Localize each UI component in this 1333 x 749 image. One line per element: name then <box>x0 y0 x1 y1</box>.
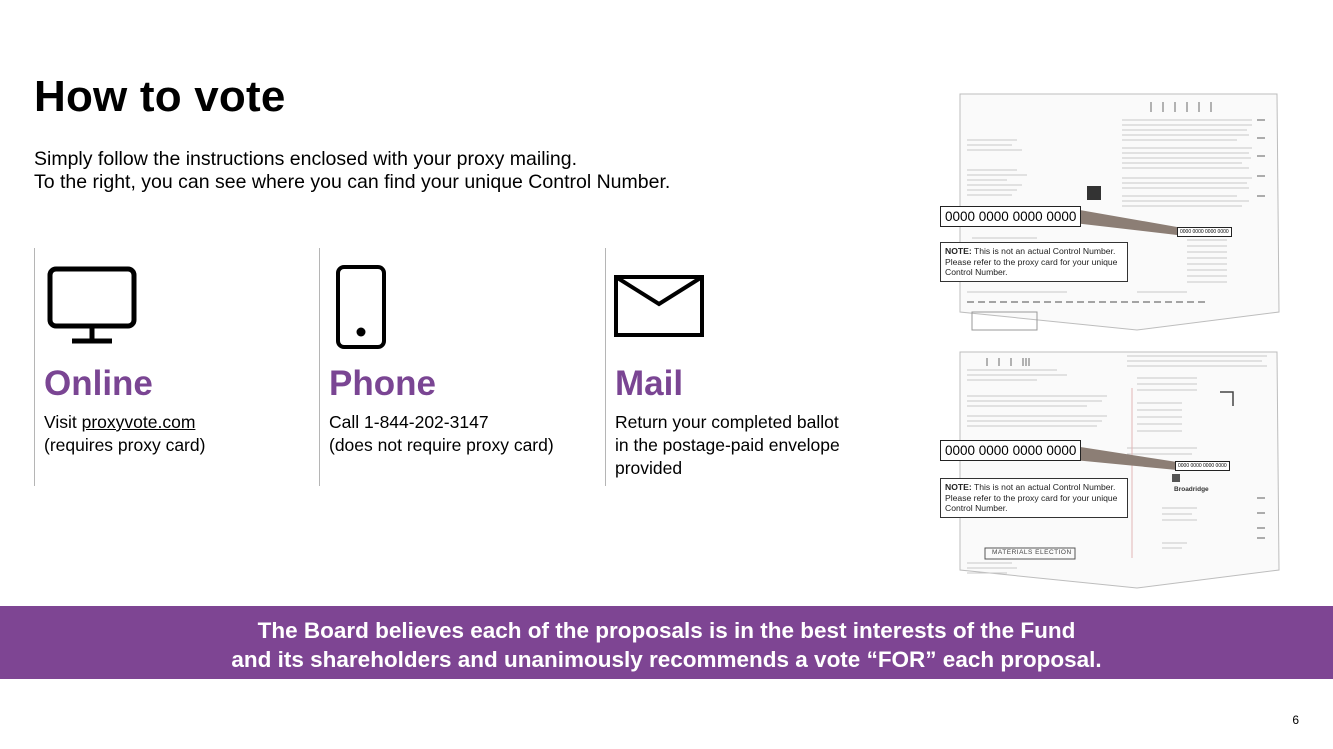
method-body-phone <box>329 411 554 457</box>
page-title: How to vote <box>34 72 286 121</box>
method-heading-online: Online <box>44 364 153 403</box>
control-number-small-top: 0000 0000 0000 0000 <box>1177 227 1232 237</box>
method-heading-phone: Phone <box>329 364 436 403</box>
method-heading-mail: Mail <box>615 364 684 403</box>
proxy-card-bottom <box>937 348 1282 593</box>
method-mail <box>605 248 876 486</box>
note-box-bottom <box>940 478 1128 518</box>
mail-line-1: Return your completed ballot <box>615 412 839 432</box>
control-number-small-bottom: 0000 0000 0000 0000 <box>1175 461 1230 471</box>
method-online <box>34 248 305 486</box>
intro-line-1: Simply follow the instructions enclosed with your proxy mailing. <box>34 148 577 170</box>
banner-line-2: and its shareholders and unanimously recommends a vote “FOR” each proposal. <box>231 647 1102 672</box>
recommendation-banner <box>0 606 1333 679</box>
method-phone <box>319 248 590 486</box>
method-body-mail <box>615 411 840 480</box>
control-number-callout-top: 0000 0000 0000 0000 <box>940 206 1081 227</box>
method-body-online <box>44 411 205 457</box>
materials-election-label: MATERIALS ELECTION <box>992 549 1072 556</box>
broadridge-logo: Broadridge <box>1174 486 1209 493</box>
envelope-icon <box>613 274 705 338</box>
note-box-top <box>940 242 1128 282</box>
page-number: 6 <box>1292 713 1299 727</box>
online-note: (requires proxy card) <box>44 435 206 455</box>
proxy-card-bottom-image <box>937 348 1282 593</box>
phone-note: (does not require proxy card) <box>329 435 554 455</box>
note-label-top: NOTE: <box>945 246 972 256</box>
online-visit-label: Visit <box>44 412 82 432</box>
banner-line-1: The Board believes each of the proposals is in the best interests of the Fund <box>257 618 1076 643</box>
monitor-icon <box>47 266 137 346</box>
mail-line-3: provided <box>615 458 683 478</box>
intro-line-2: To the right, you can see where you can find your unique Control Number. <box>34 171 671 193</box>
control-number-callout-bottom: 0000 0000 0000 0000 <box>940 440 1081 461</box>
note-label-bottom: NOTE: <box>945 482 972 492</box>
phone-number: Call 1-844-202-3147 <box>329 412 489 432</box>
proxyvote-link[interactable]: proxyvote.com <box>81 412 196 432</box>
mail-line-2: in the postage-paid envelope <box>615 435 840 455</box>
proxy-card-top <box>937 90 1282 336</box>
intro-text <box>34 148 670 194</box>
phone-icon <box>335 264 387 350</box>
note-text-bottom: This is not an actual Control Number. Please refer to the proxy card for your unique Control Number. <box>945 482 1118 513</box>
note-text-top: This is not an actual Control Number. Please refer to the proxy card for your unique Control Number. <box>945 246 1118 277</box>
